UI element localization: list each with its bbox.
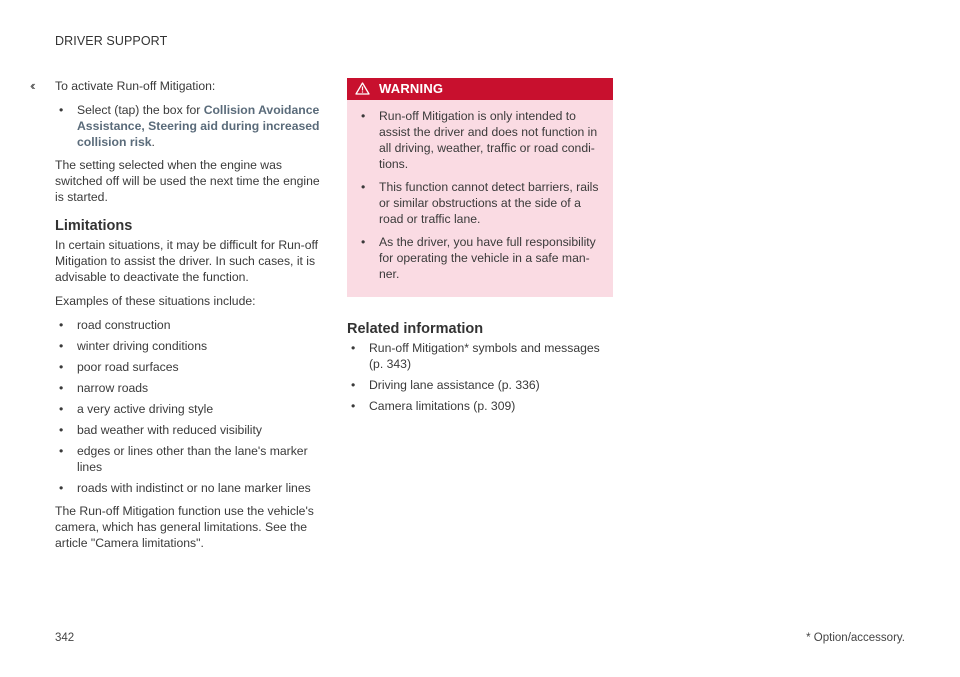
step-prefix: Select (tap) the box for [77, 103, 204, 117]
limitations-heading: Limitations [55, 218, 133, 234]
list-item: • a very active driving style [55, 401, 323, 417]
activation-intro: To activate Run-off Mitigation: [55, 79, 216, 93]
activation-step [55, 102, 323, 150]
list-item: • narrow roads [55, 380, 323, 396]
right-column [347, 78, 613, 421]
limitations-text: In certain situations, it may be difficult for Run-off Mitigation to assist the driver. In such cases, it is advisable to deactivate the function. [55, 238, 319, 284]
footnote: * Option/accessory. [806, 632, 905, 644]
left-column [55, 78, 323, 559]
examples-intro: Examples of these situations include: [55, 294, 256, 308]
related-links [347, 340, 613, 414]
warning-box [347, 78, 613, 297]
warning-title: WARNING [379, 81, 444, 96]
warning-triangle-icon [355, 82, 370, 97]
related-link[interactable]: • Run-off Mitigation* symbols and messages (p. 343) [347, 340, 613, 372]
camera-note: The Run-off Mitigation function use the vehicle's camera, which has general limitations. See the article "Camera limitations". [55, 504, 314, 550]
section-header: DRIVER SUPPORT [55, 34, 168, 48]
setting-note: The setting selected when the engine was switched off will be used the next time the engine is started. [55, 158, 320, 204]
list-item: • edges or lines other than the lane's marker lines [55, 443, 323, 475]
warning-header [347, 78, 613, 100]
page-number: 342 [55, 632, 75, 644]
list-item: • poor road surfaces [55, 359, 323, 375]
step-suffix: . [151, 135, 155, 149]
related-heading: Related information [347, 321, 484, 337]
related-link[interactable]: • Camera limitations (p. 309) [347, 398, 613, 414]
list-item: • roads with indistinct or no lane marker lines [55, 480, 323, 496]
related-link[interactable]: • Driving lane assistance (p. 336) [347, 377, 613, 393]
list-item: • As the driver, you have full responsibility for operating the vehicle in a safe man-ner. [357, 234, 601, 282]
examples-list [55, 317, 323, 496]
setting-highlight: Collision Avoidance Assistance, Steering aid during increased collision risk [77, 103, 320, 149]
list-item: • road construction [55, 317, 323, 333]
list-item: • bad weather with reduced visibility [55, 422, 323, 438]
back-chevrons-icon[interactable]: ‹‹ [30, 78, 33, 93]
warning-list [347, 100, 613, 282]
list-item: • Run-off Mitigation is only intended to assist the driver and does not function in all driving, weather, traffic or road condi-tions. [357, 108, 601, 172]
activation-steps [55, 102, 323, 150]
list-item: • This function cannot detect barriers, rails or similar obstructions at the side of a road or traffic lane. [357, 179, 601, 227]
list-item: • winter driving conditions [55, 338, 323, 354]
